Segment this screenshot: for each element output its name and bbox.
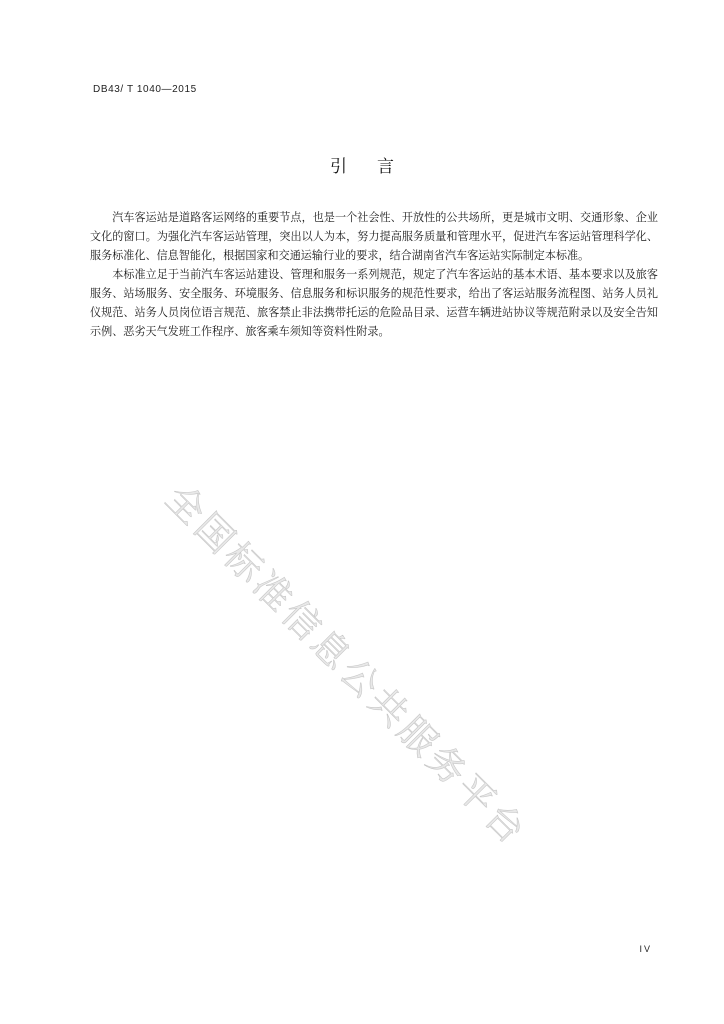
body-text	[90, 208, 658, 341]
standard-code: DB43/ T 1040—2015	[93, 84, 197, 95]
paragraph-2: 本标准立足于当前汽车客运站建设、管理和服务一系列规范，规定了汽车客运站的基本术语、基本要求以及旅客服务、站场服务、安全服务、环境服务、信息服务和标识服务的规范性要求，给出了客运站服务流程图、站务人员礼仪规范、站务人员岗位语言规范、旅客禁止非法携带托运的危险品目录、运营车辆进站协议等规范附录以及安全告知示例、恶劣天气发班工作程序、旅客乘车须知等资料性附录。	[90, 268, 658, 338]
paragraph-1: 汽车客运站是道路客运网络的重要节点，也是一个社会性、开放性的公共场所，更是城市文明、交通形象、企业文化的窗口。为强化汽车客运站管理，突出以人为本，努力提高服务质量和管理水平，促进汽车客运站管理科学化、服务标准化、信息智能化，根据国家和交通运输行业的要求，结合湖南省汽车客运站实际制定本标准。	[90, 211, 658, 262]
page-number: IV	[639, 944, 652, 954]
page-title: 引言	[330, 157, 424, 177]
watermark: 全国标准信息公共服务平台	[157, 476, 536, 855]
